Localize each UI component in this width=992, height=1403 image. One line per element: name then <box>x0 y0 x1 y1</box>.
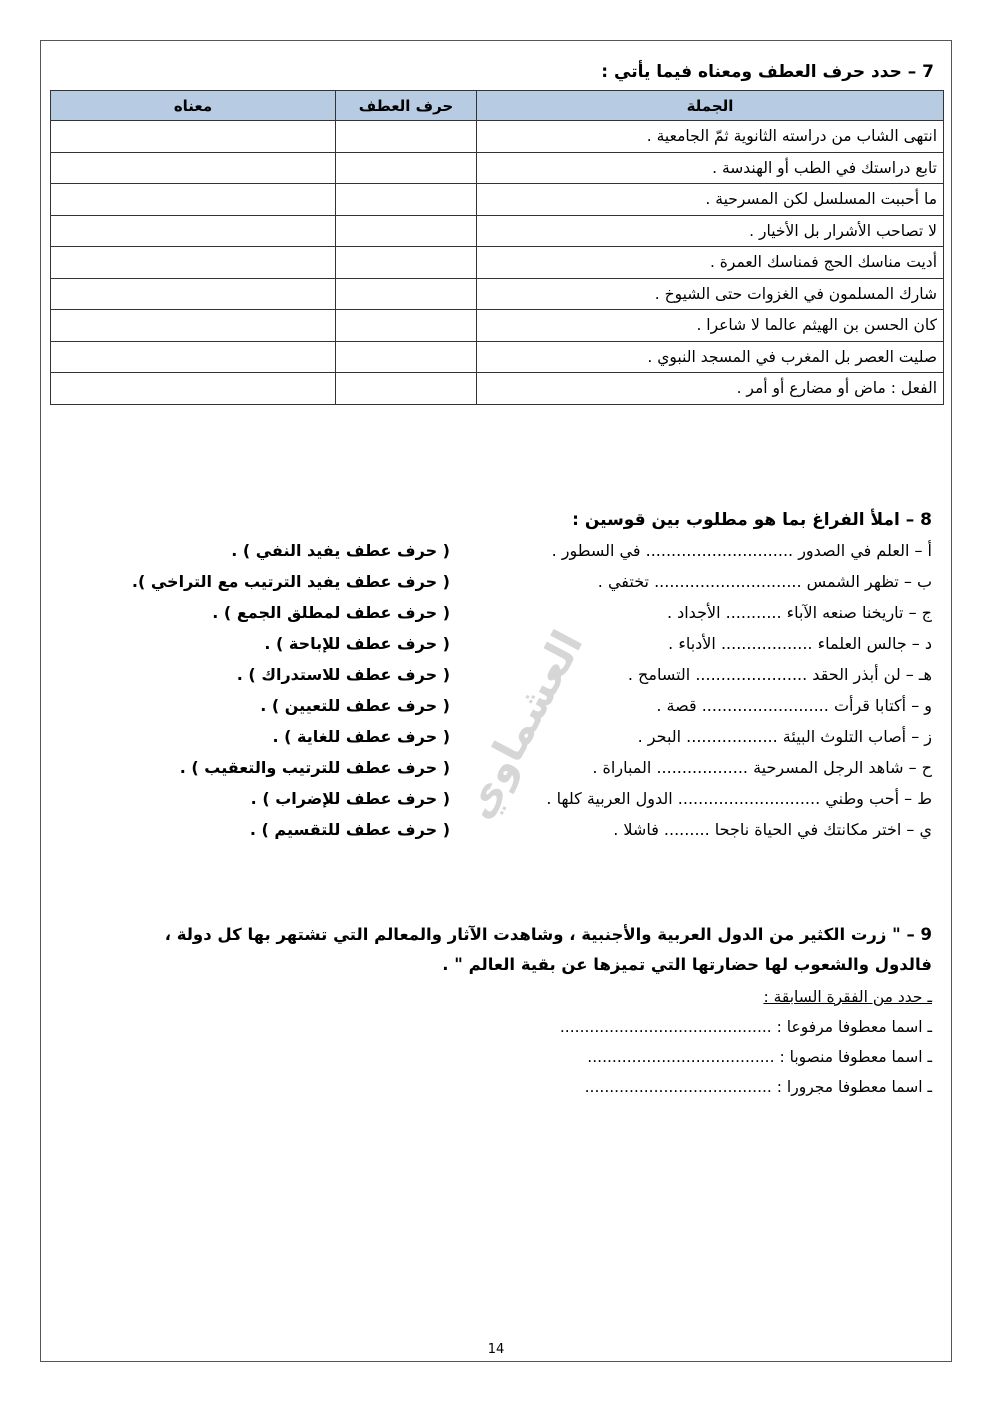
q8-item: و – أكتابا قرأت ......................... قصة . <box>656 696 932 715</box>
q8-item: أ – العلم في الصدور ............................. في السطور . <box>551 541 932 560</box>
header-conj: حرف العطف <box>336 91 477 121</box>
table-row <box>51 341 944 373</box>
sentence-cell: الفعل : ماض أو مضارع أو أمر . <box>477 373 944 405</box>
q9-answer-line[interactable]: ـ اسما معطوفا مجرورا : ...................................... <box>584 1078 932 1096</box>
conj-answer-cell[interactable] <box>336 373 477 405</box>
q8-title: 8 – املأ الفراغ بما هو مطلوب بين قوسين : <box>572 510 932 530</box>
q8-hint: ( حرف عطف للإباحة ) . <box>264 634 450 653</box>
q7-title: 7 – حدد حرف العطف ومعناه فيما يأتي : <box>601 62 934 82</box>
q8-hint: ( حرف عطف للترتيب والتعقيب ) . <box>179 758 450 777</box>
table-row <box>51 373 944 405</box>
table-row <box>51 152 944 184</box>
q8-item: د – جالس العلماء .................. الأدباء . <box>668 634 932 653</box>
sentence-cell: انتهى الشاب من دراسته الثانوية ثمّ الجامعية . <box>477 121 944 153</box>
conj-answer-cell[interactable] <box>336 278 477 310</box>
conj-answer-cell[interactable] <box>336 310 477 342</box>
q8-hint: ( حرف عطف للاستدراك ) . <box>236 665 450 684</box>
q9-paragraph-line-2: فالدول والشعوب لها حضارتها التي تميزها عن بقية العالم " . <box>442 955 932 974</box>
sentence-cell: تابع دراستك في الطب أو الهندسة . <box>477 152 944 184</box>
meaning-answer-cell[interactable] <box>51 373 336 405</box>
q8-hint: ( حرف عطف يفيد الترتيب مع التراخي ). <box>131 572 450 591</box>
page-number: 14 <box>487 1342 505 1357</box>
q8-hint: ( حرف عطف يفيد النفي ) . <box>231 541 450 560</box>
q8-item: ز – أصاب التلوث البيئة .................. البحر . <box>637 727 932 746</box>
meaning-answer-cell[interactable] <box>51 310 336 342</box>
watermark: العشماوي <box>452 622 593 827</box>
sentence-cell: صليت العصر بل المغرب في المسجد النبوي . <box>477 341 944 373</box>
q9-answer-line[interactable]: ـ اسما معطوفا منصوبا : ...................................... <box>587 1048 932 1066</box>
q8-hint: ( حرف عطف لمطلق الجمع ) . <box>212 603 450 622</box>
q8-hint: ( حرف عطف للتقسيم ) . <box>249 820 450 839</box>
meaning-answer-cell[interactable] <box>51 184 336 216</box>
table-row <box>51 310 944 342</box>
meaning-answer-cell[interactable] <box>51 278 336 310</box>
table-row <box>51 247 944 279</box>
q8-hint: ( حرف عطف للإضراب ) . <box>250 789 450 808</box>
q8-hint: ( حرف عطف للتعيين ) . <box>260 696 450 715</box>
q7-header-row <box>51 91 944 121</box>
q8-item: ط – أحب وطني ............................ الدول العربية كلها . <box>546 789 932 808</box>
q9-instruction: ـ حدد من الفقرة السابقة : <box>763 988 932 1006</box>
sentence-cell: أديت مناسك الحج فمناسك العمرة . <box>477 247 944 279</box>
meaning-answer-cell[interactable] <box>51 247 336 279</box>
sentence-cell: لا تصاحب الأشرار بل الأخيار . <box>477 215 944 247</box>
q8-item: ج – تاريخنا صنعه الآباء ........... الأجداد . <box>666 603 932 622</box>
table-row <box>51 215 944 247</box>
q8-item: هـ – لن أبذر الحقد ...................... التسامح . <box>627 665 932 684</box>
q9-answer-line[interactable]: ـ اسما معطوفا مرفوعا : ........................................... <box>559 1018 932 1036</box>
conj-answer-cell[interactable] <box>336 215 477 247</box>
conj-answer-cell[interactable] <box>336 184 477 216</box>
sentence-cell: كان الحسن بن الهيثم عالما لا شاعرا . <box>477 310 944 342</box>
q7-table <box>50 90 944 405</box>
header-meaning: معناه <box>51 91 336 121</box>
table-row <box>51 278 944 310</box>
header-sentence: الجملة <box>477 91 944 121</box>
table-row <box>51 121 944 153</box>
conj-answer-cell[interactable] <box>336 152 477 184</box>
sentence-cell: ما أحببت المسلسل لكن المسرحية . <box>477 184 944 216</box>
meaning-answer-cell[interactable] <box>51 152 336 184</box>
q8-item: ب – تظهر الشمس ............................. تختفي . <box>597 572 932 591</box>
q9-paragraph-line-1: 9 – " زرت الكثير من الدول العربية والأجنبية ، وشاهدت الآثار والمعالم التي تشتهر بها كل دولة ، <box>164 925 932 944</box>
conj-answer-cell[interactable] <box>336 341 477 373</box>
conj-answer-cell[interactable] <box>336 247 477 279</box>
sentence-cell: شارك المسلمون في الغزوات حتى الشيوخ . <box>477 278 944 310</box>
meaning-answer-cell[interactable] <box>51 341 336 373</box>
q8-item: ي – اختر مكانتك في الحياة ناجحا ......... فاشلا . <box>613 820 932 839</box>
meaning-answer-cell[interactable] <box>51 215 336 247</box>
meaning-answer-cell[interactable] <box>51 121 336 153</box>
conj-answer-cell[interactable] <box>336 121 477 153</box>
q8-hint: ( حرف عطف للغاية ) . <box>272 727 450 746</box>
table-row <box>51 184 944 216</box>
q8-item: ح – شاهد الرجل المسرحية .................. المباراة . <box>592 758 932 777</box>
